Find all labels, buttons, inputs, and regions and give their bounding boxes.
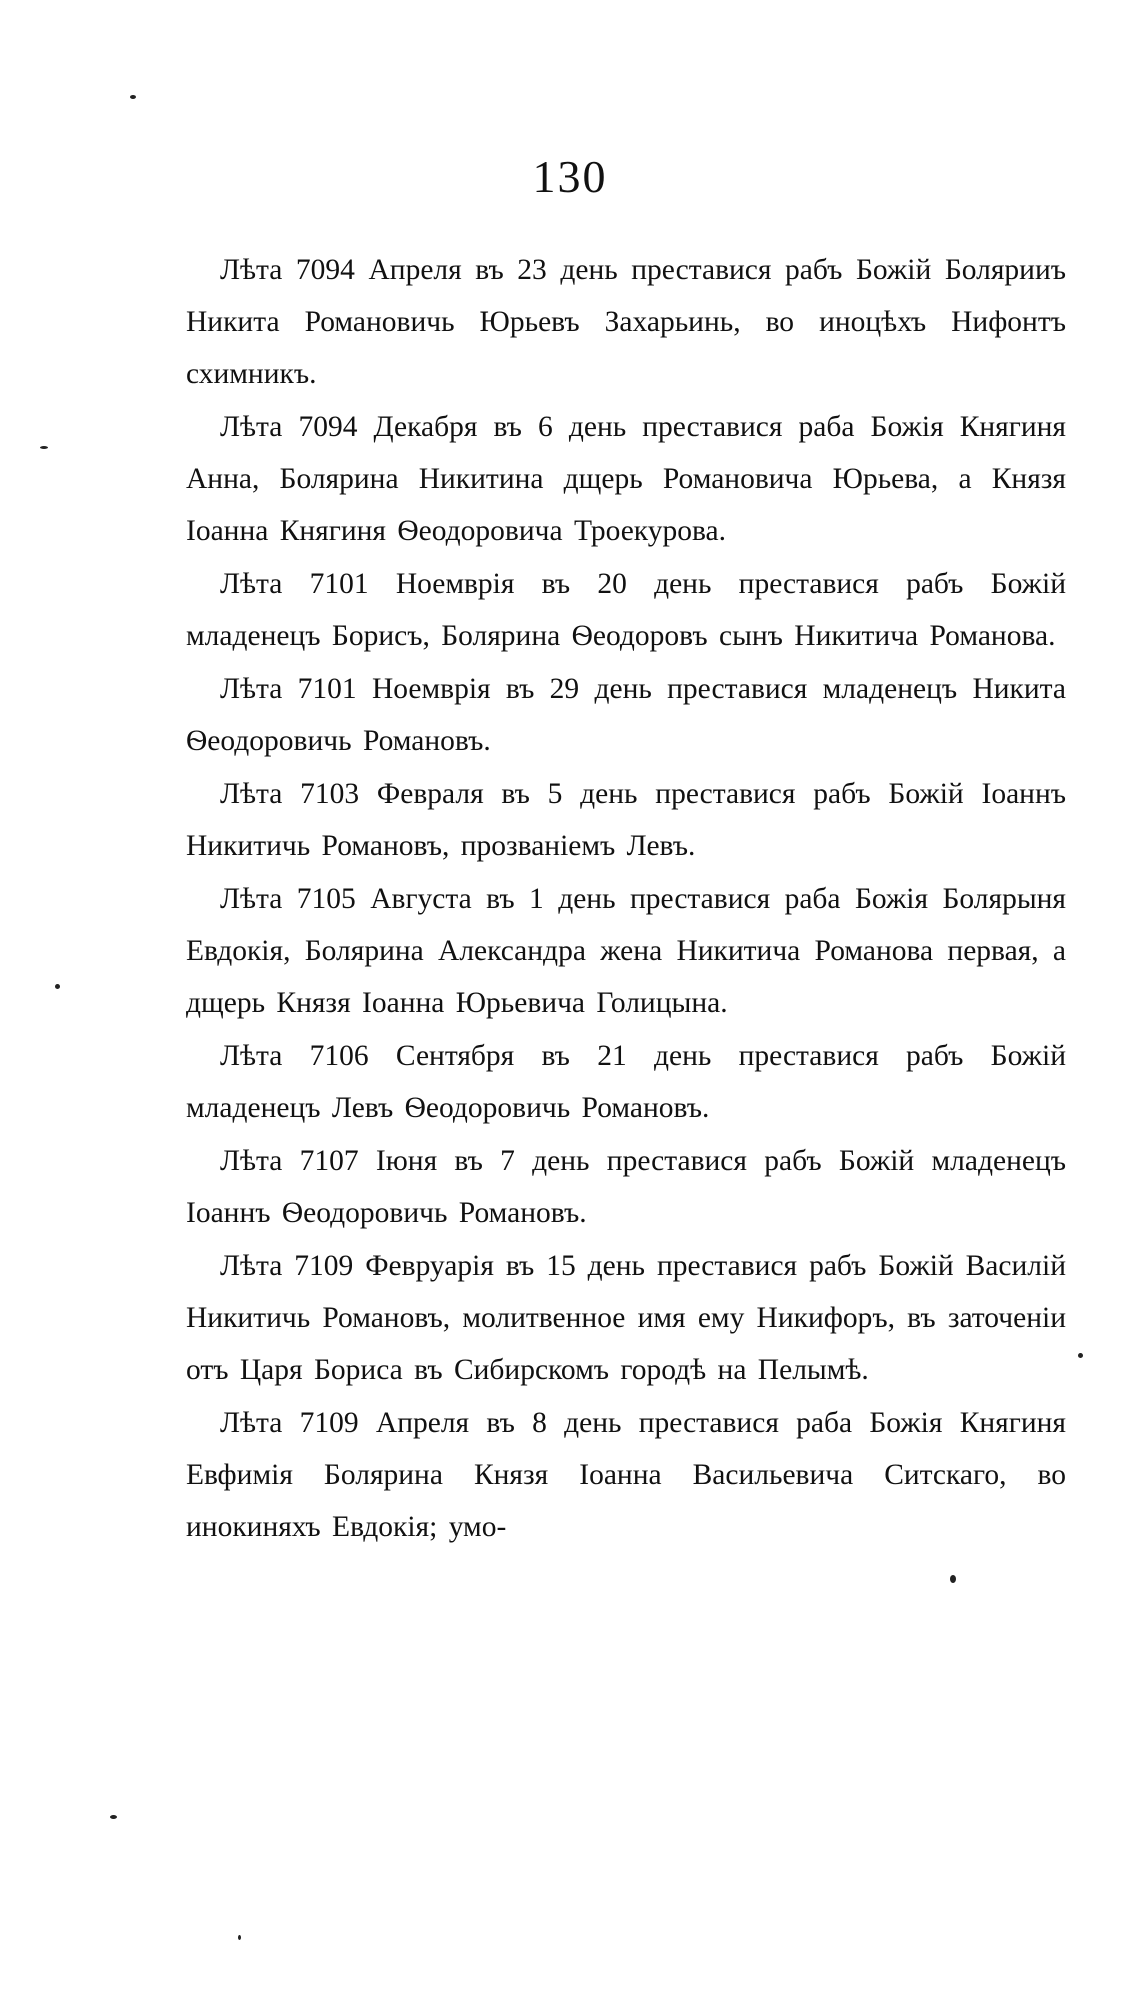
obituary-entry-5: Лѣта 7103 Февраля въ 5 день преставися рабъ Божiй Iоаннъ Никитичь Романовъ, прозванiемъ Левъ. — [186, 778, 1066, 862]
obituary-entry-9: Лѣта 7109 Февруарiя въ 15 день преставися рабъ Божiй Василiй Никитичь Романовъ, молитвенное имя ему Никифоръ, въ заточенiи отъ Царя Бориса въ Сибирскомъ городѣ на Пелымѣ. — [186, 1250, 1066, 1386]
scan-speck — [110, 1815, 117, 1819]
obituary-entry-10: Лѣта 7109 Апреля въ 8 день преставися раба Божiя Княгиня Евфимiя Болярина Князя Iоанна Васильевича Ситскаго, во инокиняхъ Евдокiя; умо- — [186, 1407, 1066, 1543]
scan-speck — [238, 1935, 241, 1940]
text-block — [186, 244, 1066, 1554]
scan-speck — [950, 1575, 956, 1583]
page-number: 130 — [532, 151, 608, 202]
obituary-entry-8: Лѣта 7107 Iюня въ 7 день преставися рабъ Божiй младенецъ Iоаннъ Ѳеодоровичь Романовъ. — [186, 1145, 1066, 1229]
obituary-entry-2: Лѣта 7094 Декабря въ 6 день преставися раба Божiя Княгиня Анна, Болярина Никитина дщерь Романовича Юрьева, а Князя Iоанна Княгиня Ѳеодоровича Троекурова. — [186, 411, 1066, 547]
obituary-entry-7: Лѣта 7106 Сентября въ 21 день преставися рабъ Божiй младенецъ Левъ Ѳеодоровичь Романовъ. — [186, 1040, 1066, 1124]
scan-speck — [40, 446, 48, 449]
obituary-entry-6: Лѣта 7105 Августа въ 1 день преставися раба Божiя Болярыня Евдокiя, Болярина Александра жена Никитича Романова первая, а дщерь Князя Iоанна Юрьевича Голицына. — [186, 883, 1066, 1019]
obituary-entry-1: Лѣта 7094 Апреля въ 23 день преставися рабъ Божiй Болярииъ Никита Романовичь Юрьевъ Захарьинь, во иноцѣхъ Нифонтъ схимникъ. — [186, 254, 1066, 390]
obituary-entry-4: Лѣта 7101 Ноемврiя въ 29 день преставися младенецъ Никита Ѳеодоровичь Романовъ. — [186, 673, 1066, 757]
obituary-entry-3: Лѣта 7101 Ноемврiя въ 20 день преставися рабъ Божiй младенецъ Борисъ, Болярина Ѳеодоровъ сынъ Никитича Романова. — [186, 568, 1066, 652]
scan-speck — [1078, 1353, 1083, 1358]
scan-speck — [55, 984, 60, 989]
scan-speck — [130, 95, 136, 99]
